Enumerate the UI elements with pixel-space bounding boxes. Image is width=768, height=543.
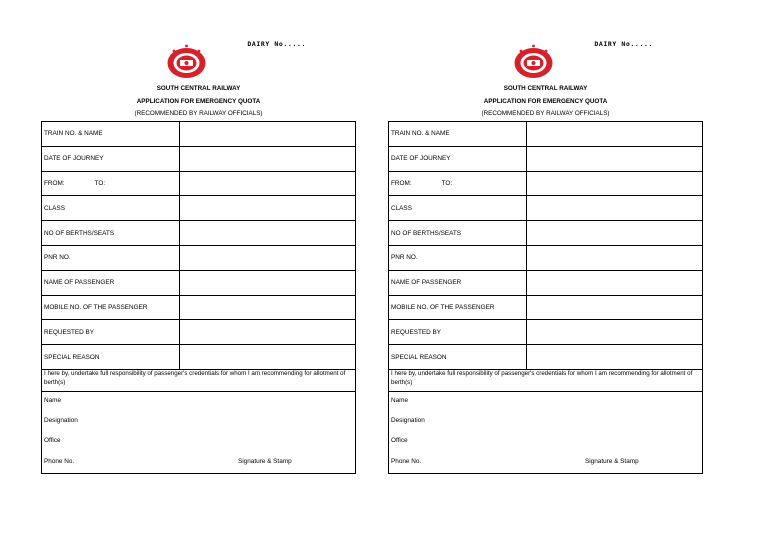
- designation-label: Designation: [44, 417, 78, 424]
- signature-label: Signature & Stamp: [238, 458, 292, 465]
- berths-field[interactable]: [527, 221, 703, 246]
- reason-label: SPECIAL REASON: [389, 345, 527, 370]
- railway-name: SOUTH CENTRAL RAILWAY: [503, 85, 588, 92]
- pnr-field[interactable]: [527, 245, 703, 270]
- indian-railways-emblem-icon: [511, 43, 556, 83]
- table-row: [389, 270, 703, 295]
- berths-field[interactable]: [180, 221, 356, 246]
- application-title: APPLICATION FOR EMERGENCY QUOTA: [483, 98, 608, 105]
- mobile-label: MOBILE NO. OF THE PASSENGER: [389, 295, 527, 320]
- table-row: [42, 245, 356, 270]
- requested-label: REQUESTED BY: [389, 320, 527, 345]
- table-row: [42, 320, 356, 345]
- official-details-box: [41, 392, 356, 474]
- train-field[interactable]: [527, 122, 703, 147]
- application-table: [41, 121, 356, 370]
- table-row: [42, 345, 356, 370]
- berths-label: NO OF BERTHS/SEATS: [389, 221, 527, 246]
- from-label: FROM:: [44, 179, 65, 187]
- date-label: DATE OF JOURNEY: [389, 146, 527, 171]
- from-to-field[interactable]: [180, 171, 356, 196]
- name-label: Name: [391, 397, 409, 404]
- berths-label: NO OF BERTHS/SEATS: [42, 221, 180, 246]
- signature-label: Signature & Stamp: [585, 458, 639, 465]
- class-field[interactable]: [527, 196, 703, 221]
- emergency-quota-form-right: [388, 0, 703, 543]
- diary-number: DAIRY No.....: [594, 40, 653, 48]
- table-row: [42, 221, 356, 246]
- table-row: [42, 171, 356, 196]
- class-label: CLASS: [42, 196, 180, 221]
- table-row: [389, 345, 703, 370]
- class-label: CLASS: [389, 196, 527, 221]
- reason-field[interactable]: [180, 345, 356, 370]
- table-row: [389, 320, 703, 345]
- table-row: [42, 122, 356, 147]
- mobile-label: MOBILE NO. OF THE PASSENGER: [42, 295, 180, 320]
- indian-railways-emblem-icon: [164, 43, 209, 83]
- application-title: APPLICATION FOR EMERGENCY QUOTA: [136, 98, 261, 105]
- passenger-label: NAME OF PASSENGER: [389, 270, 527, 295]
- requested-field[interactable]: [527, 320, 703, 345]
- train-label: TRAIN NO. & NAME: [389, 122, 527, 147]
- date-field[interactable]: [527, 146, 703, 171]
- recommended-note: (RECOMMENDED BY RAILWAY OFFICIALS): [134, 110, 263, 117]
- official-details-box: [388, 392, 703, 474]
- from-label: FROM:: [391, 179, 412, 187]
- date-label: DATE OF JOURNEY: [42, 146, 180, 171]
- phone-label: Phone No.: [391, 458, 422, 465]
- pnr-label: PNR NO.: [42, 245, 180, 270]
- requested-field[interactable]: [180, 320, 356, 345]
- declaration-text: I here by, undertake full responsibility of passenger's credentials for whom I am recommending for allotment of berth(s): [388, 368, 703, 392]
- diary-number: DAIRY No.....: [247, 40, 306, 48]
- mobile-field[interactable]: [527, 295, 703, 320]
- train-field[interactable]: [180, 122, 356, 147]
- passenger-field[interactable]: [180, 270, 356, 295]
- passenger-field[interactable]: [527, 270, 703, 295]
- class-field[interactable]: [180, 196, 356, 221]
- table-row: [389, 171, 703, 196]
- passenger-label: NAME OF PASSENGER: [42, 270, 180, 295]
- designation-label: Designation: [391, 417, 425, 424]
- mobile-field[interactable]: [180, 295, 356, 320]
- office-label: Office: [44, 437, 61, 444]
- table-row: [389, 196, 703, 221]
- table-row: [389, 122, 703, 147]
- reason-label: SPECIAL REASON: [42, 345, 180, 370]
- requested-label: REQUESTED BY: [42, 320, 180, 345]
- pnr-field[interactable]: [180, 245, 356, 270]
- pnr-label: PNR NO.: [389, 245, 527, 270]
- phone-label: Phone No.: [44, 458, 75, 465]
- application-table: [388, 121, 703, 370]
- to-label: TO:: [94, 179, 106, 187]
- table-row: [389, 146, 703, 171]
- to-label: TO:: [441, 179, 453, 187]
- recommended-note: (RECOMMENDED BY RAILWAY OFFICIALS): [481, 110, 610, 117]
- table-row: [42, 146, 356, 171]
- table-row: [389, 221, 703, 246]
- table-row: [42, 270, 356, 295]
- table-row: [389, 295, 703, 320]
- railway-name: SOUTH CENTRAL RAILWAY: [156, 85, 241, 92]
- table-row: [42, 295, 356, 320]
- reason-field[interactable]: [527, 345, 703, 370]
- from-to-field[interactable]: [527, 171, 703, 196]
- table-row: [389, 245, 703, 270]
- name-label: Name: [44, 397, 62, 404]
- date-field[interactable]: [180, 146, 356, 171]
- declaration-text: I here by, undertake full responsibility of passenger's credentials for whom I am recommending for allotment of berth(s): [41, 368, 356, 392]
- table-row: [42, 196, 356, 221]
- office-label: Office: [391, 437, 408, 444]
- train-label: TRAIN NO. & NAME: [42, 122, 180, 147]
- emergency-quota-form-left: [41, 0, 356, 543]
